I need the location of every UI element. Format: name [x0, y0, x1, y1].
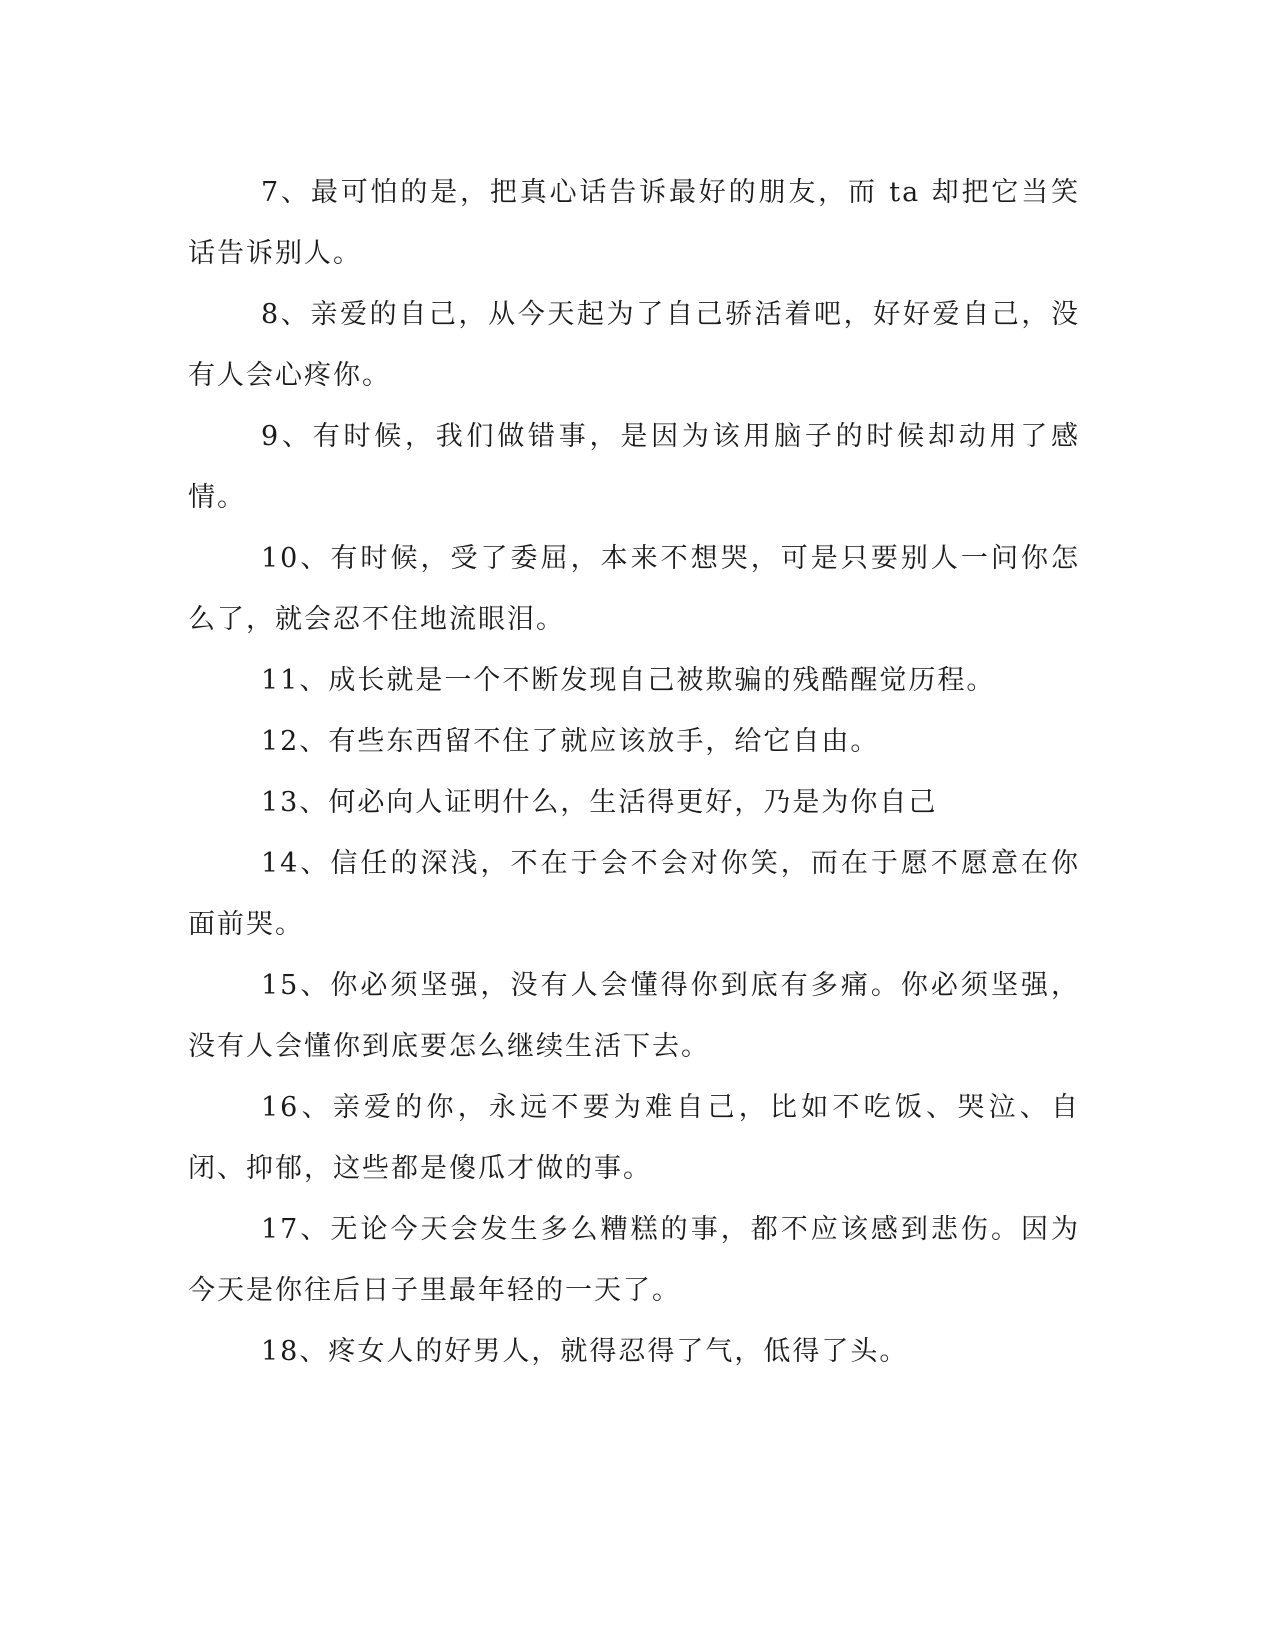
paragraph-12: 12、有些东西留不住了就应该放手，给它自由。 [261, 726, 880, 757]
paragraph-13: 13、何必向人证明什么，生活得更好，乃是为你自己 [261, 787, 938, 818]
paragraph-17: 17、无论今天会发生多么糟糕的事，都不应该感到悲伤。因为今天是你往后日子里最年轻的一天了。 [188, 1214, 1080, 1306]
paragraph-15: 15、你必须坚强，没有人会懂得你到底有多痛。你必须坚强，没有人会懂你到底要怎么继续生活下去。 [188, 970, 1080, 1062]
paragraph-11: 11、成长就是一个不断发现自己被欺骗的残酷醒觉历程。 [261, 665, 996, 696]
paragraph-7: 7、最可怕的是，把真心话告诉最好的朋友，而 ta 却把它当笑话告诉别人。 [188, 177, 1080, 269]
paragraph-14: 14、信任的深浅，不在于会不会对你笑，而在于愿不愿意在你面前哭。 [188, 848, 1080, 940]
document-body [188, 162, 1080, 1382]
paragraph-10: 10、有时候，受了委屈，本来不想哭，可是只要别人一问你怎么了，就会忍不住地流眼泪。 [188, 543, 1080, 635]
paragraph-18: 18、疼女人的好男人，就得忍得了气，低得了头。 [261, 1336, 909, 1367]
paragraph-16: 16、亲爱的你，永远不要为难自己，比如不吃饭、哭泣、自闭、抑郁，这些都是傻瓜才做的事。 [188, 1092, 1080, 1184]
paragraph-8: 8、亲爱的自己，从今天起为了自己骄活着吧，好好爱自己，没有人会心疼你。 [188, 299, 1080, 391]
paragraph-9: 9、有时候，我们做错事，是因为该用脑子的时候却动用了感情。 [188, 421, 1080, 513]
